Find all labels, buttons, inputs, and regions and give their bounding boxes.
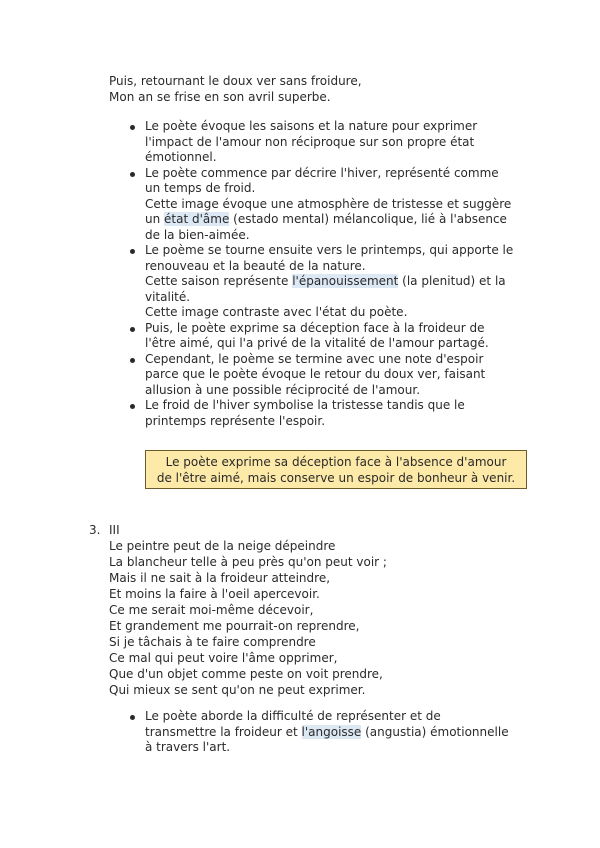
list-item-line [145, 212, 534, 228]
list-item [109, 398, 534, 429]
verse-line: Mon an se frise en son avril superbe. [109, 90, 331, 104]
list-item-line: Cette image évoque une atmosphère de tristesse et suggère [145, 196, 512, 211]
highlighted-term: l'épanouissement [292, 274, 399, 288]
text-run: Cette saison représente [145, 274, 293, 288]
list-item [109, 243, 534, 321]
list-item-line: Cependant, le poème se termine avec une note d'espoir [145, 351, 484, 366]
list-item-line [145, 274, 534, 290]
list-item-line: un temps de froid. [145, 181, 256, 195]
summary-callout [145, 450, 527, 489]
list-item [109, 709, 534, 756]
verse-line: Ce mal qui peut voire l'âme opprimer, [109, 651, 338, 665]
list-item [109, 352, 534, 399]
highlighted-term: l'angoisse [301, 724, 362, 739]
list-item-line: parce que le poète évoque le retour du doux ver, faisant [145, 367, 486, 381]
list-item-line: printemps représente l'espoir. [145, 413, 326, 428]
list-item-line [145, 725, 534, 741]
list-item-line: Puis, le poète exprime sa déception face à la froideur de [145, 320, 485, 335]
text-run: (la plenitud) et la [398, 274, 506, 288]
callout-line: de l'être aimé, mais conserve un espoir de bonheur à venir. [156, 471, 516, 485]
verse-line: Et moins la faire à l'oeil apercevoir. [109, 587, 320, 601]
verse-top [109, 73, 362, 105]
text-run: (angustia) émotionnelle [361, 724, 509, 739]
list-item [109, 119, 534, 166]
callout-line: Le poète exprime sa déception face à l'absence d'amour [165, 455, 507, 469]
section-number: 3. [89, 523, 101, 537]
list-item-line: émotionnel. [145, 150, 217, 164]
list-item-line: Le poète aborde la difficulté de représenter et de [145, 709, 441, 723]
analysis-list-1 [109, 119, 534, 429]
list-item-line: renouveau et la beauté de la nature. [145, 258, 366, 273]
verse-line: Si je tâchais à te faire comprendre [109, 635, 316, 649]
list-item-line: l'impact de l'amour non réciproque sur son propre état [145, 134, 475, 149]
list-item [109, 166, 534, 244]
list-item-line: Le froid de l'hiver symbolise la tristesse tandis que le [145, 398, 465, 412]
list-item-line: vitalité. [145, 289, 191, 304]
verse-line: Ce me serait moi-même décevoir, [109, 603, 314, 617]
verse-line: Que d'un objet comme peste on voit prendre, [109, 667, 383, 681]
list-item-line: Cette image contraste avec l'état du poète. [145, 305, 408, 319]
text-run: transmettre la froideur et [145, 724, 302, 739]
poem-section-3 [109, 522, 387, 698]
highlighted-term: état d'âme [164, 212, 230, 226]
list-item-line: de la bien-aimée. [145, 227, 250, 242]
verse-line: Qui mieux se sent qu'on ne peut exprimer. [109, 683, 366, 697]
list-item-line: Le poète commence par décrire l'hiver, représenté comme [145, 165, 499, 180]
verse-line: Puis, retournant le doux ver sans froidure, [109, 74, 362, 88]
verse-line: Et grandement me pourrait-on reprendre, [109, 619, 360, 633]
list-item-line: Le poème se tourne ensuite vers le printemps, qui apporte le [145, 243, 514, 257]
list-item-line: Le poète évoque les saisons et la nature pour exprimer [145, 119, 478, 133]
list-item-line: à travers l'art. [145, 740, 231, 754]
verse-line: Mais il ne sait à la froideur atteindre, [109, 571, 331, 585]
verse-line: Le peintre peut de la neige dépeindre [109, 539, 336, 553]
list-item-line: allusion à une possible réciprocité de l'amour. [145, 382, 421, 397]
section-title: III [109, 523, 120, 537]
list-item-line: l'être aimé, qui l'a privé de la vitalité de l'amour partagé. [145, 336, 489, 350]
verse-line: La blancheur telle à peu près qu'on peut voir ; [109, 555, 387, 569]
analysis-list-2 [109, 709, 534, 756]
text-run: un [145, 212, 165, 226]
list-item [109, 321, 534, 352]
text-run: (estado mental) mélancolique, lié à l'absence [229, 212, 507, 226]
